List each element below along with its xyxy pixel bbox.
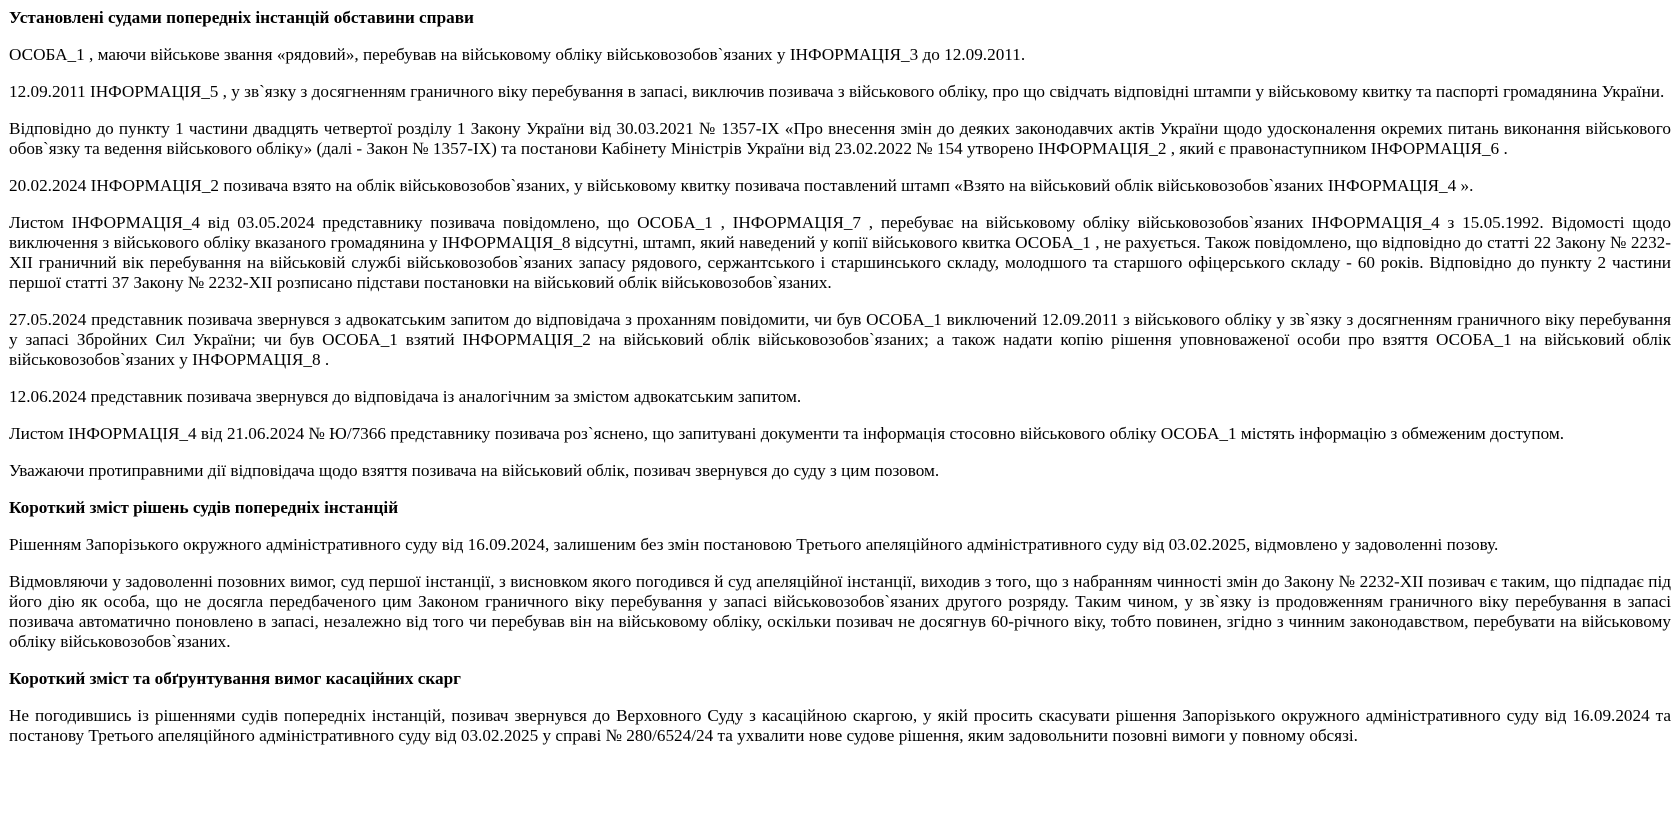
paragraph: Не погодившись із рішеннями судів попередніх інстанцій, позивач звернувся до Верховного Суду з касаційною скаргою, у якій просить скасувати рішення Запорізького окружного адміністративного суду від 16.09.2024 та постанову Третього апеляційного адміністративного суду від 03.02.2025 у справі № 280/6524/24 та ухвалити нове судове рішення, яким задовольнити позовні вимоги у повному обсязі. (9, 706, 1671, 745)
paragraph: Відповідно до пункту 1 частини двадцять четвертої розділу 1 Закону України від 30.03.2021 № 1357-IX «Про внесення змін до деяких законодавчих актів України щодо удосконалення окремих питань виконання військового обов`язку та ведення військового обліку» (далі - Закон № 1357-IX) та постанови Кабінету Міністрів України від 23.02.2022 № 154 утворено ІНФОРМАЦІЯ_2 , який є правонаступником ІНФОРМАЦІЯ_6 . (9, 119, 1671, 158)
section-heading-established-circumstances: Установлені судами попередніх інстанцій обставини справи (9, 8, 474, 27)
paragraph: 12.06.2024 представник позивача звернувся до відповідача із аналогічним за змістом адвокатським запитом. (9, 387, 802, 406)
paragraph: Листом ІНФОРМАЦІЯ_4 від 03.05.2024 представнику позивача повідомлено, що ОСОБА_1 , ІНФОРМАЦІЯ_7 , перебуває на військовому обліку військовозобов`язаних ІНФОРМАЦІЯ_4 з 15.05.1992. Відомості щодо виключення з військового обліку вказаного громадянина у ІНФОРМАЦІЯ_8 відсутні, штамп, який наведений у копії військового квитка ОСОБА_1 , не рахується. Також повідомлено, що відповідно до статті 22 Закону № 2232-XII граничний вік перебування на військовій службі військовозобов`язаних запасу рядового, сержантського і старшинського складу, молодшого та старшого офіцерського складу - 60 років. Відповідно до пункту 2 частини першої статті 37 Закону № 2232-XII розписано підстави постановки на військовий облік військовозобов`язаних. (9, 213, 1671, 292)
section-heading-cassation-claims: Короткий зміст та обґрунтування вимог касаційних скарг (9, 669, 461, 688)
paragraph: Листом ІНФОРМАЦІЯ_4 від 21.06.2024 № Ю/7366 представнику позивача роз`яснено, що запитувані документи та інформація стосовно військового обліку ОСОБА_1 містять інформацію з обмеженим доступом. (9, 424, 1565, 443)
document-body (9, 8, 1671, 763)
paragraph: Уважаючи протиправними дії відповідача щодо взяття позивача на військовий облік, позивач звернувся до суду з цим позовом. (9, 461, 940, 480)
paragraph: 12.09.2011 ІНФОРМАЦІЯ_5 , у зв`язку з досягненням граничного віку перебування в запасі, виключив позивача з військового обліку, про що свідчать відповідні штампи у військовому квитку та паспорті громадянина України. (9, 82, 1665, 101)
paragraph: Відмовляючи у задоволенні позовних вимог, суд першої інстанції, з висновком якого погодився й суд апеляційної інстанції, виходив з того, що з набранням чинності змін до Закону № 2232-XII позивач є таким, що підпадає під його дію як особа, що не досягла передбаченого цим Законом граничного віку перебування у запасі військовозобов`язаних другого розряду. Таким чином, у зв`язку із продовженням граничного віку перебування в запасі позивача автоматично поновлено в запасі, незалежно від того чи перебував він на військовому обліку, оскільки позивач не досягнув 60-річного віку, тобто повинен, згідно з чинним законодавством, перебувати на військовому обліку військовозобов`язаних. (9, 572, 1671, 651)
paragraph: 20.02.2024 ІНФОРМАЦІЯ_2 позивача взято на облік військовозобов`язаних, у військовому квитку позивача поставлений штамп «Взято на військовий облік військовозобов`язаних ІНФОРМАЦІЯ_4 ». (9, 176, 1474, 195)
section-heading-lower-court-decisions: Короткий зміст рішень судів попередніх інстанцій (9, 498, 399, 517)
paragraph: ОСОБА_1 , маючи військове звання «рядовий», перебував на військовому обліку військовозобов`язаних у ІНФОРМАЦІЯ_3 до 12.09.2011. (9, 45, 1026, 64)
paragraph: 27.05.2024 представник позивача звернувся з адвокатським запитом до відповідача з проханням повідомити, чи був ОСОБА_1 виключений 12.09.2011 з військового обліку у зв`язку з досягненням граничного віку перебування у запасі Збройних Сил України; чи був ОСОБА_1 взятий ІНФОРМАЦІЯ_2 на військовий облік військовозобов`язаних; а також надати копію рішення уповноваженої особи про взяття ОСОБА_1 на військовий облік військовозобов`язаних у ІНФОРМАЦІЯ_8 . (9, 310, 1671, 369)
paragraph: Рішенням Запорізького окружного адміністративного суду від 16.09.2024, залишеним без змін постановою Третього апеляційного адміністративного суду від 03.02.2025, відмовлено у задоволенні позову. (9, 535, 1499, 554)
